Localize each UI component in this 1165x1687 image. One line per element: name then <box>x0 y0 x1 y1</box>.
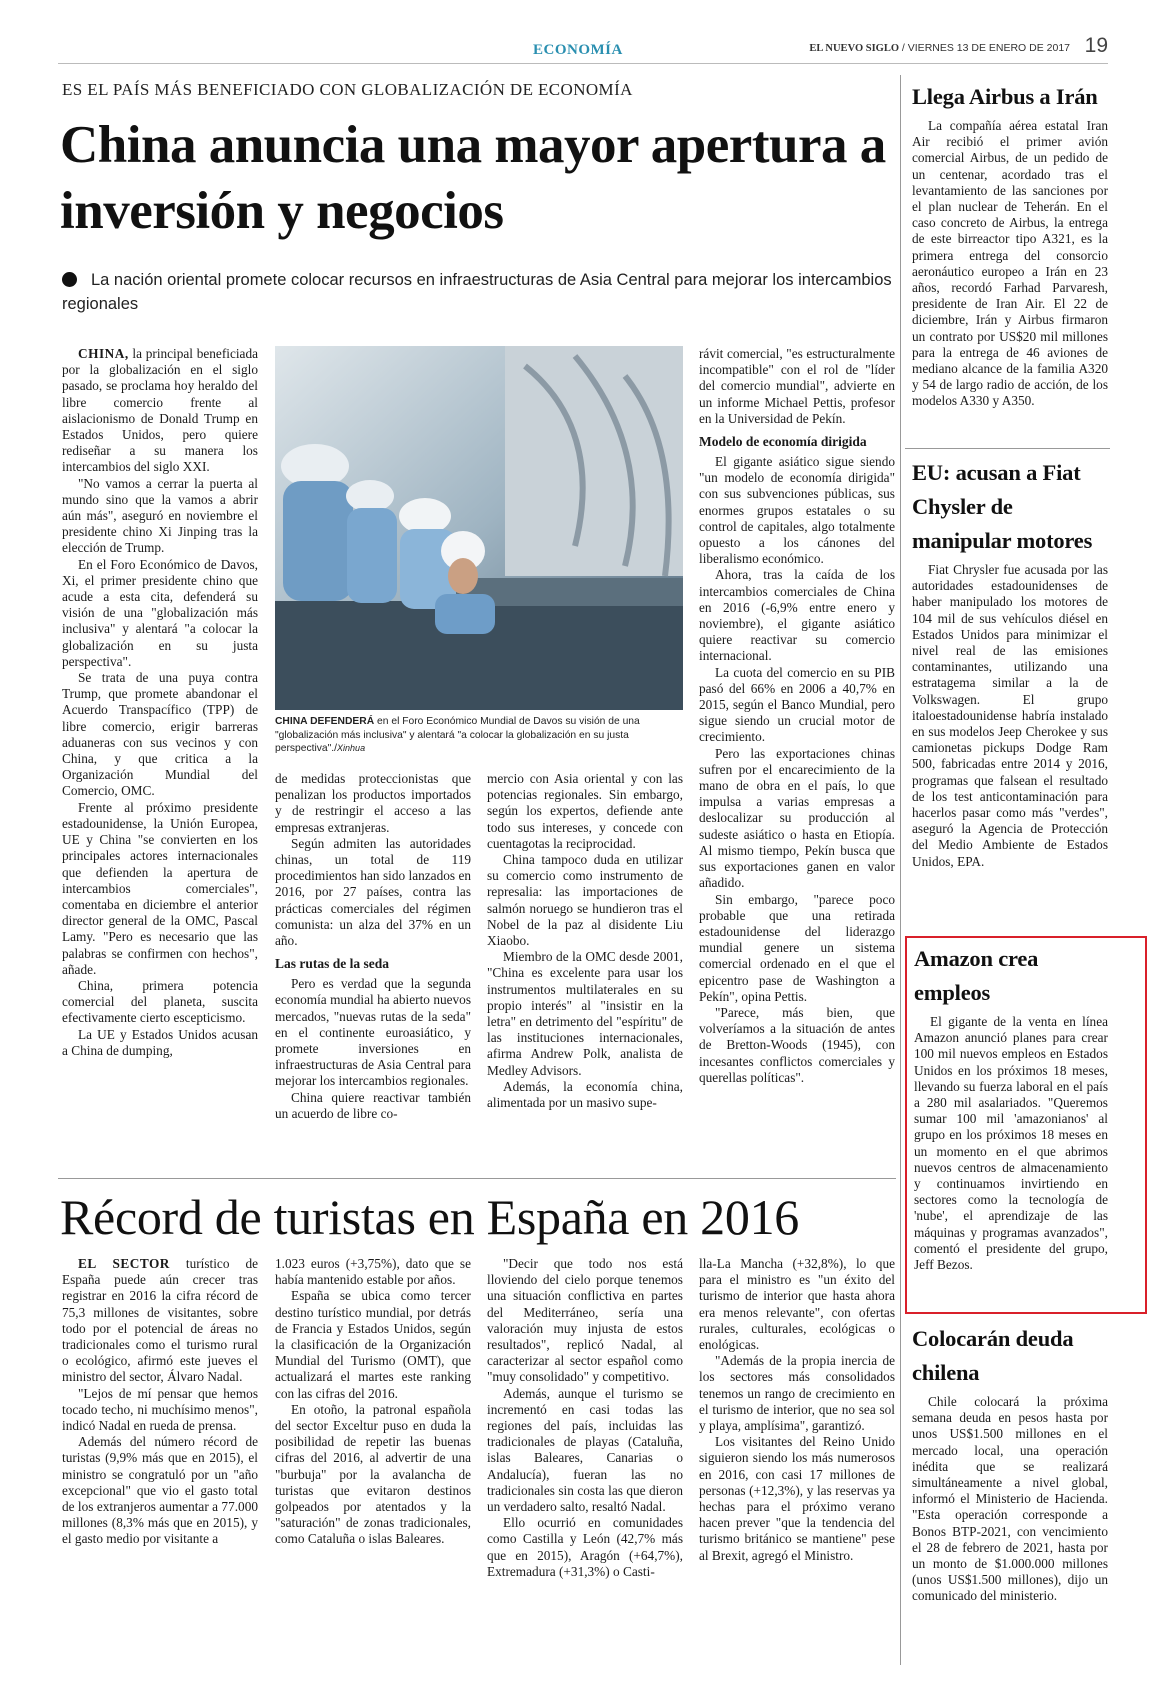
article-column-4 <box>699 346 895 1086</box>
paragraph: China quiere reactivar también un acuerdo de libre co- <box>275 1089 471 1121</box>
photo-credit: Xinhua <box>337 743 366 753</box>
issue-date: VIERNES 13 DE ENERO DE 2017 <box>907 42 1070 54</box>
paragraph: En el Foro Económico de Davos, Xi, el primer presidente chino que acude a esta cita, defenderá su visión de una "globalización más inclusiva" y alentará "a colocar la globalización en su justa perspectiva". <box>62 556 258 669</box>
paragraph: de medidas proteccionistas que penalizan los productos importados y de restringir el acceso a las empresas extranjeras. <box>275 771 471 835</box>
paragraph: España se ubica como tercer destino turístico mundial, por detrás de Francia y Estados Unidos, según la clasificación de la Organización Mundial del Turismo (OMT), que actualizará el martes este ranking con las cifras del 2016. <box>275 1288 471 1401</box>
subheading: Modelo de economía dirigida <box>699 434 867 450</box>
paragraph: Ello ocurrió en comunidades como Castilla y León (42,7% más que en 2015), Aragón (+64,7%), Extremadura (+31,3%) o Casti- <box>487 1515 683 1579</box>
paragraph: El gigante asiático sigue siendo "un modelo de economía dirigida" con sus subvenciones públicas, sus enormes grupos estatales o su control de capitales, algo totalmente opuesto a los cánones del liberalismo económico. <box>699 454 895 567</box>
photo-caption <box>275 715 683 756</box>
caption-lead: CHINA DEFENDERÁ <box>275 716 375 727</box>
factory-workers-illustration <box>275 346 683 710</box>
brief-airbus <box>912 80 1108 410</box>
paragraph: China, primera potencia comercial del planeta, suscita efectivamente cierto escepticismo. <box>62 977 258 1026</box>
paragraph: Pero las exportaciones chinas sufren por el encarecimiento de la mano de obra en el país, lo que impulsa a varias empresas a deslocalizar su producción al sudeste asiático o hasta en Etiopía. Al mismo tiempo, Pekín busca que sus exportaciones ganen en valor añadido. <box>699 745 895 891</box>
article-column-4 <box>699 1256 895 1564</box>
brief-title: Colocarán deuda chilena <box>912 1326 1074 1385</box>
paragraph: China tampoco duda en utilizar su comercio como instrumento de represalia: las importaciones de salmón noruego se hundieron tras el Nobel de la paz al disidente Liu Xiaobo. <box>487 852 683 949</box>
paragraph: Además, aunque el turismo se incrementó en casi todas las regiones del país, incluidas las tradicionales de playas (Cataluña, islas Baleares, Canarias o Andalucía), fueran las no tradicionales sin costa las que dieron un verdadero salto, resaltó Nadal. <box>487 1385 683 1515</box>
lead-word: CHINA, <box>78 346 129 361</box>
paragraph: mercio con Asia oriental y con las potencias regionales. Sin embargo, según los expertos, defiende ante todo sus intereses, y concede con cuentagotas la reciprocidad. <box>487 771 683 851</box>
brief-title: Llega Airbus a Irán <box>912 84 1098 109</box>
article-kicker: ES EL PAÍS MÁS BENEFICIADO CON GLOBALIZACIÓN DE ECONOMÍA <box>62 80 633 99</box>
brief-body: Chile colocará la próxima semana deuda en pesos hasta por unos US$1.500 millones en el mercado local, una operación inédita que se realizará simultáneamente a nivel global, informó el Ministerio de Hacienda. "Esta operación corresponde a Bonos BTP-2021, con vencimiento el 28 de febrero de 2021, hasta por un monto de $1.000.000 millones (unos US$1.500 millones), dijo un comunicado del ministerio. <box>912 1394 1108 1604</box>
paragraph: "No vamos a cerrar la puerta al mundo sino que la vamos a abrir aún más", aseguró en noviembre el presidente chino Xi Jinping tras la elección de Trump. <box>62 475 258 556</box>
article-column-2 <box>275 771 471 1122</box>
article-headline: Récord de turistas en España en 2016 <box>60 1189 799 1245</box>
brief-body: La compañía aérea estatal Iran Air recibió el primer avión comercial Airbus, de un pedido de un centenar, acordado tras el levantamiento de las sanciones por el plan nuclear de Teherán. En el caso concreto de Airbus, la entrega de este birreactor tipo A321, es la primera entrega del consorcio aeronáutico europeo a Irán en 23 años, recordó Farhad Parvaresh, presidente de Iran Air. El 22 de diciembre, Irán y Airbus firmaron un contrato por US$20 mil millones para la entrega de 46 aviones de mediano alcance de la familia A320 y 54 de largo radio de acción, de los modelos A330 y A350. <box>912 118 1108 409</box>
article-column-1 <box>62 1256 258 1548</box>
paragraph: Los visitantes del Reino Unido siguieron siendo los más numerosos en 2016, con casi 17 millones de personas (+12,3%), y las reservas ya hechas para el próximo verano hacen prever "que la tendencia del turismo británico se mantiene" pese al Brexit, agregó el Ministro. <box>699 1434 895 1563</box>
brief-chile <box>912 1322 1108 1605</box>
brief-body: El gigante de la venta en línea Amazon anunció planes para crear 100 mil nuevos empleos en Estados Unidos en los próximos 18 meses, llevando su fuerza laboral en el país a 280 mil asalariados. "Queremos sumar 100 mil 'amazonianos' al grupo en los próximos 18 meses en un momento en el que abrimos nuevos centros de almacenamiento y continuamos invirtiendo en sectores como la tecnología de 'nube', el aprendizaje de las máquinas y programas avanzados", comentó el presidente del grupo, Jeff Bezos. <box>914 1014 1108 1273</box>
brief-title: Amazon crea empleos <box>914 946 1039 1005</box>
sidebar-divider <box>900 75 901 1665</box>
section-label: ECONOMÍA <box>533 42 623 58</box>
paragraph: "Lejos de mí pensar que hemos tocado techo, ni muchísimo menos", indicó Nadal en rueda de prensa. <box>62 1385 258 1434</box>
caption-text: en el Foro Económico Mundial de Davos su visión de una "globalización más inclusiva" y alentará "a colocar la globalización en su justa perspectiva"./ <box>275 716 640 754</box>
bullet-icon <box>62 272 77 287</box>
paragraph: Pero es verdad que la segunda economía mundial ha abierto nuevos mercados, "nuevas rutas de la seda" en el continente euroasiático, y promete inversiones en infraestructuras de Asia Central para mejorar los intercambios regionales. <box>275 976 471 1089</box>
paragraph: 1.023 euros (+3,75%), dato que se había mantenido estable por años. <box>275 1256 471 1288</box>
article-headline: China anuncia una mayor apertura a inversión y negocios <box>60 116 886 240</box>
article-column-3 <box>487 771 683 1111</box>
newspaper-name: EL NUEVO SIGLO <box>809 43 899 54</box>
article-divider <box>58 1178 896 1179</box>
paragraph: la principal beneficiada por la globalización en el siglo pasado, se proclama hoy heraldo del libre comercio frente al aislacionismo de Donald Trump en Estados Unidos, pero quiere rediseñar a su manera los intercambios del siglo XXI. <box>62 346 259 475</box>
brief-amazon <box>914 942 1108 1273</box>
paragraph: Según admiten las autoridades chinas, un total de 119 procedimientos han sido lanzados en 2016, por 27 países, contra las prácticas comerciales del régimen comunista: un alza del 37% en un año. <box>275 835 471 949</box>
paragraph: "Además de la propia inercia de los sectores más consolidados tenemos un rango de crecimiento en el turismo de interior, que no sea sol y playa, amplísima", garantizó. <box>699 1353 895 1434</box>
brief-divider <box>905 448 1110 449</box>
lead-word: EL SECTOR <box>78 1256 170 1271</box>
paragraph: "Parece, más bien, que volveríamos a la situación de antes de Bretton-Woods (1945), con incesantes conflictos comerciales y querellas políticas". <box>699 1004 895 1085</box>
brief-fiat <box>912 456 1108 870</box>
paragraph: Se trata de una puya contra Trump, que promete abandonar el Acuerdo Transpacífico (TPP) de libre comercio, erigir barreras aduaneras con sus vecinos y con China, y que critica a la Organización Mundial del Comercio, OMC. <box>62 670 258 799</box>
paragraph: turístico de España puede aún crecer tras registrar en 2016 la cifra récord de 75,3 millones de visitantes, sobre todo por el potencial de áreas no tradicionales como el turismo rural o ecológico, afirmó este jueves el ministro del sector, Álvaro Nadal. <box>62 1256 259 1385</box>
paragraph: Miembro de la OMC desde 2001, "China es excelente para usar los instrumentos multilaterales en su propio interés" al "insistir en la letra" en detrimento del "espíritu" de las instituciones internacionales, afirma Andrew Polk, analista de Medley Advisors. <box>487 949 683 1078</box>
article-column-3 <box>487 1256 683 1580</box>
paragraph: "Decir que todo nos está lloviendo del cielo porque tenemos una situación conflictiva en partes del Mediterráneo, sería una valoración muy injusta de estos resultados", replicó Nadal, al caracterizar al sector español como "muy consolidado" y competitivo. <box>487 1256 683 1385</box>
paragraph: Además del número récord de turistas (9,9% más que en 2015), el ministro se congratuló por un "año excepcional" que vio el gasto total de los extranjeros aumentar a 77.000 millones (8,3% más que en 2015), y el gasto medio por visitante a <box>62 1434 258 1547</box>
article-photo <box>275 346 683 710</box>
article-column-1 <box>62 346 258 1059</box>
article-column-2 <box>275 1256 471 1548</box>
paragraph: Sin embargo, "parece poco probable que una retirada estadounidense del liderazgo mundial genere un sistema comercial ordenado en el que el epicentro pase de Washington a Pekín", opina Pettis. <box>699 891 895 1004</box>
paragraph: rávit comercial, "es estructuralmente incompatible" con el rol de "líder del comercio mundial", advierte en un informe Michael Pettis, profesor en la Universidad de Pekín. <box>699 346 895 426</box>
deck-text: La nación oriental promete colocar recursos en infraestructuras de Asia Central para mejorar los intercambios regionales <box>62 271 892 313</box>
paragraph: Además, la economía china, alimentada por un masivo supe- <box>487 1078 683 1111</box>
paragraph: lla-La Mancha (+32,8%), lo que para el ministro es "un éxito del turismo de interior que hasta ahora era menos relevante", con ofertas rurales, culturales, ecológicas o enológicas. <box>699 1256 895 1353</box>
brief-body: Fiat Chrysler fue acusada por las autoridades estadounidenses de haber manipulado los motores de 104 mil de sus vehículos diésel en Estados Unidos para minimizar el nivel real de las emisiones contaminantes, utilizando una estratagema similar a la de Volkswagen. El grupo italoestadounidense habría instalado en sus modelos Jeep Cherokee y sus camionetas pickups Dodge Ram 500, fabricadas entre 2014 y 2016, programas que falsean el resultado de los test anticontaminación para hacerlos pasar como más "verdes", aseguró la Agencia de Protección del Medio Ambiente de Estados Unidos, EPA. <box>912 562 1108 869</box>
article-deck <box>62 268 902 316</box>
paragraph: En otoño, la patronal española del sector Exceltur puso en duda la posibilidad de repetir las buenas cifras del 2016, al advertir de una "burbuja" por la avalancha de turistas que evitaron destinos golpeados por atentados y la "saturación" de zonas tradicionales, como Cataluña o islas Baleares. <box>275 1401 471 1547</box>
brief-title: EU: acusan a Fiat Chysler de manipular motores <box>912 460 1093 553</box>
paragraph: Ahora, tras la caída de los intercambios comerciales de China en 2016 (-6,9% entre enero y noviembre), el gigante asiático quiere reactivar su comercio internacional. <box>699 567 895 664</box>
paragraph: La UE y Estados Unidos acusan a China de dumping, <box>62 1026 258 1058</box>
paragraph: La cuota del comercio en su PIB pasó del 66% en 2006 a 40,7% en 2015, según el Banco Mundial, pero sigue siendo un crucial motor de crecimiento. <box>699 664 895 745</box>
subheading: Las rutas de la seda <box>275 956 390 972</box>
masthead: EL NUEVO SIGLO / VIERNES 13 DE ENERO DE 2017 <box>809 42 1070 54</box>
paragraph: Frente al próximo presidente estadounidense, la Unión Europea, UE y China "se convierten en los principales actores internacionales que defienden la apertura de intercambios comerciales", comentaba en diciembre el anterior director general de la OMC, Pascal Lamy. "Pero es necesario que las palabras se confirmen con hechos", añade. <box>62 799 258 977</box>
page-number: 19 <box>1084 34 1108 57</box>
page-header <box>58 34 1108 64</box>
